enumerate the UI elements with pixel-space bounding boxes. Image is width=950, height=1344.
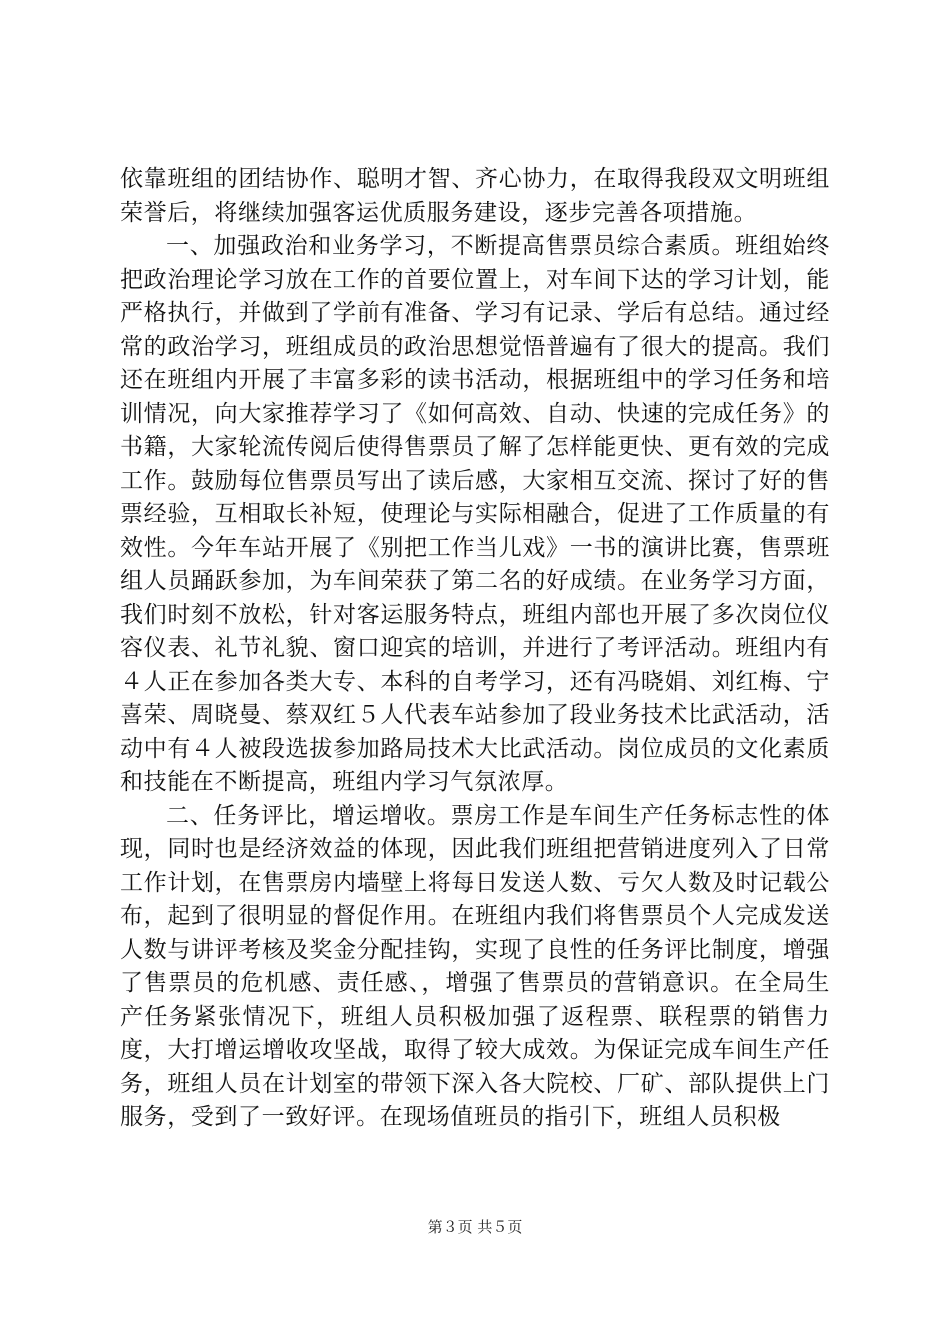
paragraph-2: 一、加强政治和业务学习，不断提高售票员综合素质。班组始终把政治理论学习放在工作的首要位置上，对车间下达的学习计划，能严格执行，并做到了学前有准备、学习有记录、学后有总结。通过经常的政治学习，班组成员的政治思想觉悟普遍有了很大的提高。我们还在班组内开展了丰富多彩的读书活动，根据班组中的学习任务和培训情况，向大家推荐学习了《如何高效、自动、快速的完成任务》的书籍，大家轮流传阅后使得售票员了解了怎样能更快、更有效的完成工作。鼓励每位售票员写出了读后感，大家相互交流、探讨了好的售票经验，互相取长补短，使理论与实际相融合，促进了工作质量的有效性。今年车站开展了《别把工作当儿戏》一书的演讲比赛，售票班组人员踊跃参加，为车间荣获了第二名的好成绩。在业务学习方面，我们时刻不放松，针对客运服务特点，班组内部也开展了多次岗位仪容仪表、礼节礼貌、窗口迎宾的培训，并进行了考评活动。班组内有４人正在参加各类大专、本科的自考学习，还有冯晓娟、刘红梅、宁喜荣、周晓曼、蔡双红５人代表车站参加了段业务技术比武活动，活动中有４人被段选拔参加路局技术大比武活动。岗位成员的文化素质和技能在不断提高，班组内学习气氛浓厚。 xyxy=(120,233,830,795)
paragraph-1: 依靠班组的团结协作、聪明才智、齐心协力，在取得我段双文明班组荣誉后，将继续加强客运优质服务建设，逐步完善各项措施。 xyxy=(120,166,830,226)
document-body xyxy=(120,163,830,1135)
paragraph-3: 二、任务评比，增运增收。票房工作是车间生产任务标志性的体现，同时也是经济效益的体现，因此我们班组把营销进度列入了日常工作计划，在售票房内墙壁上将每日发送人数、亏欠人数及时记载公布，起到了很明显的督促作用。在班组内我们将售票员个人完成发送人数与讲评考核及奖金分配挂钩，实现了良性的任务评比制度，增强了售票员的危机感、责任感、，增强了售票员的营销意识。在全局生产任务紧张情况下，班组人员积极加强了返程票、联程票的销售力度，大打增运增收攻坚战，取得了较大成效。为保证完成车间生产任务，班组人员在计划室的带领下深入各大院校、厂矿、部队提供上门服务，受到了一致好评。在现场值班员的指引下，班组人员积极 xyxy=(120,802,830,1130)
page-number-footer: 第３页 共５页 xyxy=(427,1218,523,1236)
